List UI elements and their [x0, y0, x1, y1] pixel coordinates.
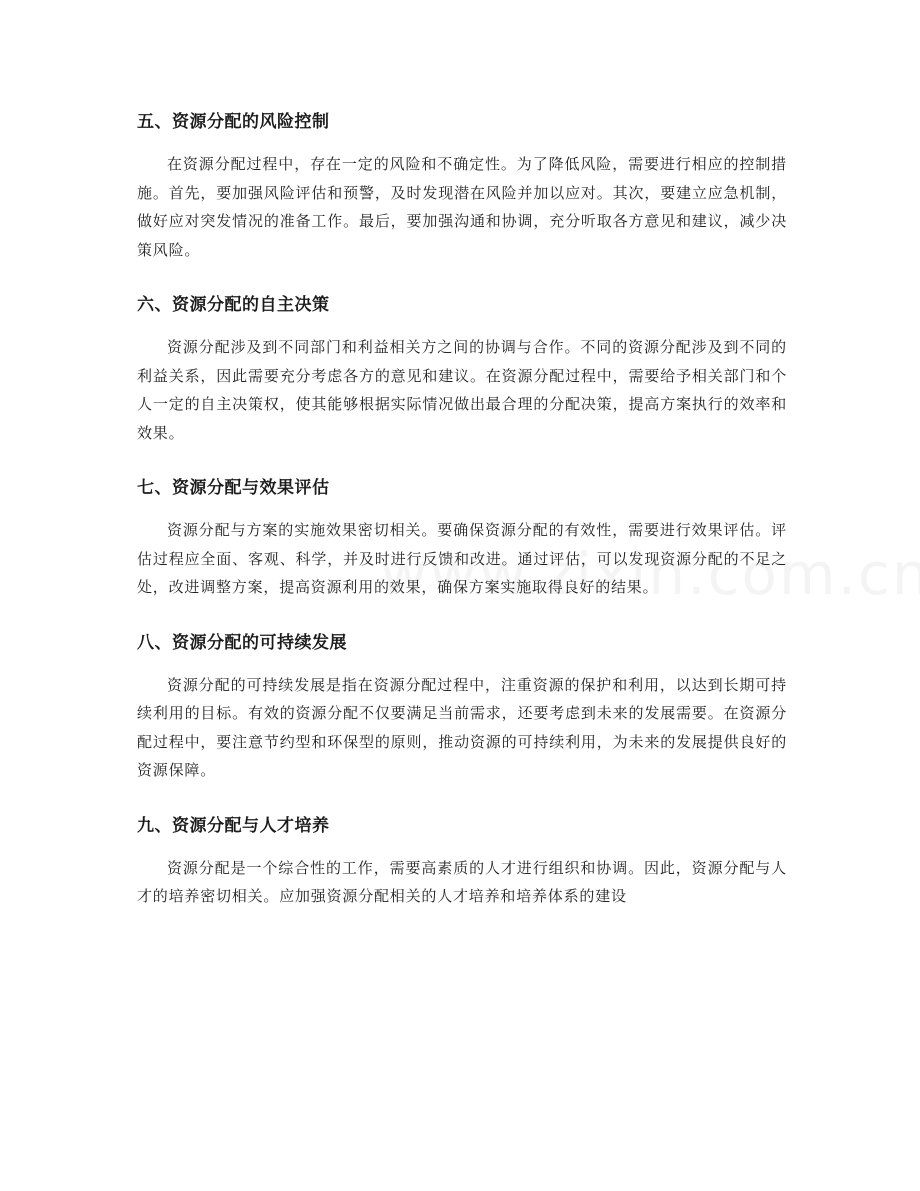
section-paragraph: 资源分配是一个综合性的工作，需要高素质的人才进行组织和协调。因此，资源分配与人才的培养密切相关。应加强资源分配相关的人才培养和培养体系的建设 [137, 858, 787, 905]
section-effect-evaluation [137, 469, 787, 602]
section-risk-control [137, 103, 787, 264]
section-paragraph: 资源分配的可持续发展是指在资源分配过程中，注重资源的保护和利用，以达到长期可持续利用的目标。有效的资源分配不仅要满足当前需求，还要考虑到未来的发展需要。在资源分配过程中，要注意节约型和环保型的原则，推动资源的可持续利用，为未来的发展提供良好的资源保障。 [137, 675, 787, 779]
section-heading: 五、资源分配的风险控制 [137, 112, 330, 132]
section-heading: 九、资源分配与人才培养 [137, 815, 330, 836]
section-heading: 七、资源分配与效果评估 [137, 478, 330, 498]
section-paragraph: 在资源分配过程中，存在一定的风险和不确定性。为了降低风险，需要进行相应的控制措施。首先，要加强风险评估和预警，及时发现潜在风险并加以应对。其次，要建立应急机制，做好应对突发情况的准备工作。最后，要加强沟通和协调，充分听取各方意见和建议，减少决策风险。 [137, 155, 787, 259]
section-autonomous-decision [137, 286, 787, 447]
section-paragraph: 资源分配涉及到不同部门和利益相关方之间的协调与合作。不同的资源分配涉及到不同的利益关系，因此需要充分考虑各方的意见和建议。在资源分配过程中，需要给予相关部门和个人一定的自主决策权，使其能够根据实际情况做出最合理的分配决策，提高方案执行的效率和效果。 [137, 338, 787, 442]
document-content [137, 103, 787, 933]
section-talent-cultivation [137, 807, 787, 911]
section-heading: 六、资源分配的自主决策 [137, 295, 330, 315]
section-sustainable-development [137, 624, 787, 785]
section-paragraph: 资源分配与方案的实施效果密切相关。要确保资源分配的有效性，需要进行效果评估。评估过程应全面、客观、科学，并及时进行反馈和改进。通过评估，可以发现资源分配的不足之处，改进调整方案，提高资源利用的效果，确保方案实施取得良好的结果。 [137, 521, 787, 596]
section-heading: 八、资源分配的可持续发展 [137, 632, 347, 653]
